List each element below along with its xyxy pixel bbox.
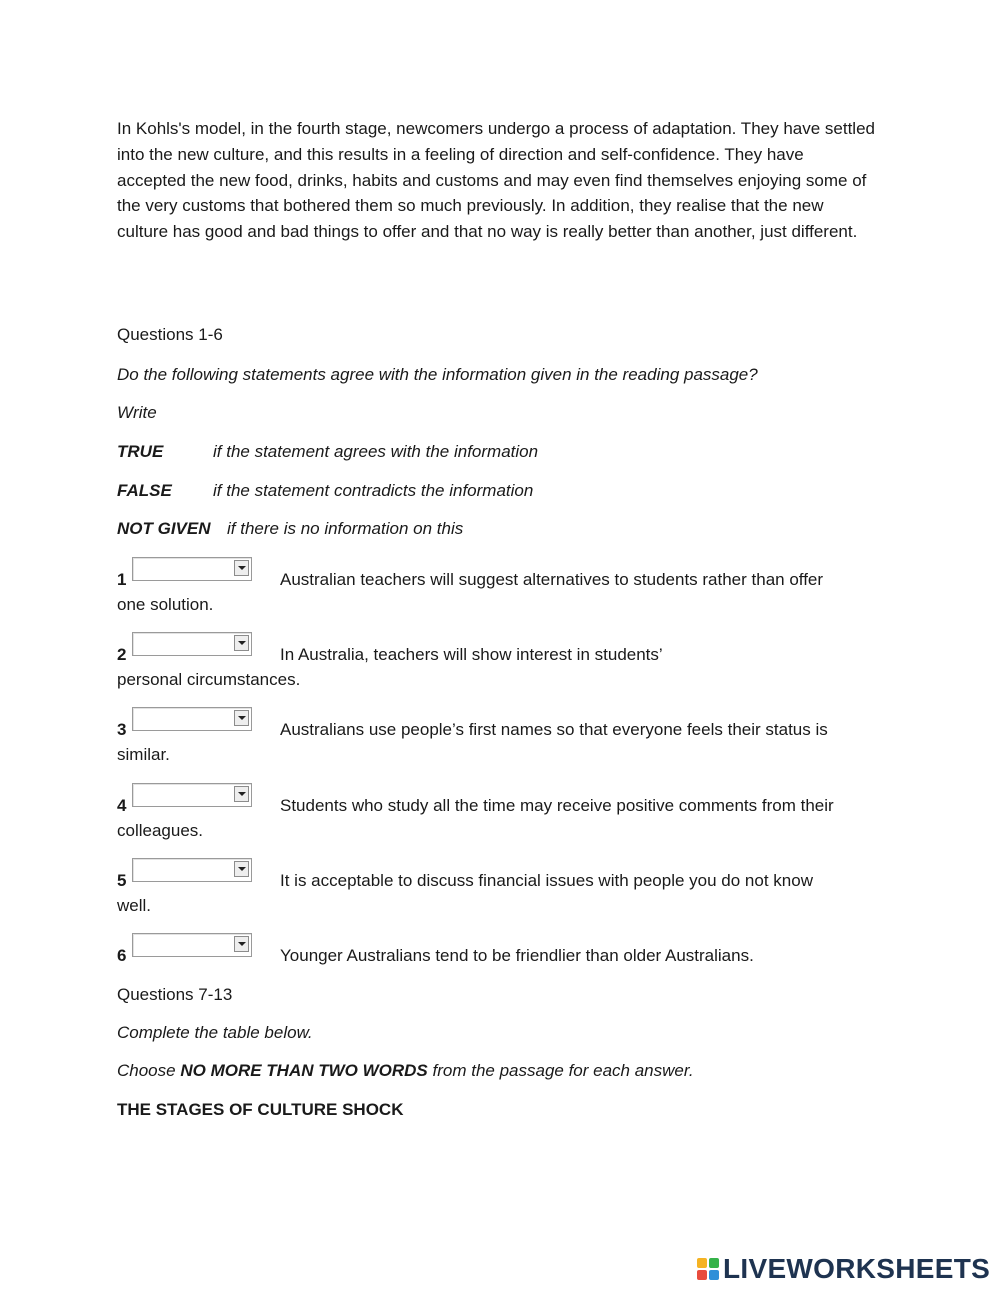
section2-instruction: Complete the table below. bbox=[117, 1023, 313, 1042]
definition-true bbox=[117, 440, 538, 464]
question-text: It is acceptable to discuss financial issues with people you do not know bbox=[280, 871, 813, 890]
dropdown-button[interactable] bbox=[234, 786, 249, 802]
question-number: 6 bbox=[117, 946, 127, 965]
question-number: 4 bbox=[117, 796, 127, 815]
liveworksheets-logo bbox=[697, 1253, 990, 1285]
section1-heading: Questions 1-6 bbox=[117, 325, 223, 344]
dropdown-button[interactable] bbox=[234, 861, 249, 877]
word-limit-instruction bbox=[117, 1059, 694, 1083]
definition-value: if the statement agrees with the information bbox=[213, 442, 539, 461]
answer-dropdown[interactable] bbox=[132, 858, 252, 882]
answer-dropdown[interactable] bbox=[132, 933, 252, 957]
definition-value: if the statement contradicts the information bbox=[213, 481, 534, 500]
answer-dropdown[interactable] bbox=[132, 632, 252, 656]
dropdown-button[interactable] bbox=[234, 710, 249, 726]
answer-dropdown[interactable] bbox=[132, 557, 252, 581]
question-number: 3 bbox=[117, 720, 127, 739]
question-text-continued: one solution. bbox=[117, 595, 214, 614]
choose-prefix: Choose bbox=[117, 1061, 176, 1080]
definition-key: NOT GIVEN bbox=[117, 519, 211, 538]
definition-false bbox=[117, 479, 533, 503]
question-number: 2 bbox=[117, 645, 127, 664]
question-text: In Australia, teachers will show interest in students’ bbox=[280, 645, 663, 664]
logo-square bbox=[697, 1258, 707, 1268]
chevron-down-icon bbox=[238, 867, 246, 871]
question-number: 1 bbox=[117, 570, 127, 589]
question-text: Younger Australians tend to be friendlier than older Australians. bbox=[280, 946, 754, 965]
chevron-down-icon bbox=[238, 641, 246, 645]
logo-square bbox=[697, 1270, 707, 1280]
word-limit: NO MORE THAN TWO WORDS bbox=[180, 1061, 428, 1080]
dropdown-button[interactable] bbox=[234, 635, 249, 651]
logo-square bbox=[709, 1258, 719, 1268]
section2-heading: Questions 7-13 bbox=[117, 985, 233, 1004]
section1-instruction: Do the following statements agree with the information given in the reading passage? bbox=[117, 365, 758, 384]
chevron-down-icon bbox=[238, 716, 246, 720]
dropdown-button[interactable] bbox=[234, 560, 249, 576]
question-text-continued: personal circumstances. bbox=[117, 670, 301, 689]
logo-text: LIVEWORKSHEETS bbox=[723, 1253, 991, 1284]
definition-value: if there is no information on this bbox=[227, 519, 464, 538]
definition-key: TRUE bbox=[117, 442, 164, 461]
chevron-down-icon bbox=[238, 942, 246, 946]
write-label: Write bbox=[117, 403, 157, 422]
chevron-down-icon bbox=[238, 792, 246, 796]
logo-mark-icon bbox=[697, 1258, 719, 1280]
answer-dropdown[interactable] bbox=[132, 707, 252, 731]
chevron-down-icon bbox=[238, 566, 246, 570]
table-title: THE STAGES OF CULTURE SHOCK bbox=[117, 1100, 404, 1119]
question-text: Australian teachers will suggest alternatives to students rather than offer bbox=[280, 570, 824, 589]
logo-square bbox=[709, 1270, 719, 1280]
definition-not-given bbox=[117, 517, 463, 541]
question-text: Australians use people’s first names so that everyone feels their status is bbox=[280, 720, 828, 739]
choose-suffix: from the passage for each answer. bbox=[432, 1061, 694, 1080]
question-number: 5 bbox=[117, 871, 127, 890]
question-text-continued: similar. bbox=[117, 745, 170, 764]
question-text-continued: well. bbox=[117, 896, 152, 915]
dropdown-button[interactable] bbox=[234, 936, 249, 952]
question-text-continued: colleagues. bbox=[117, 821, 204, 840]
definition-key: FALSE bbox=[117, 481, 172, 500]
passage-paragraph: In Kohls's model, in the fourth stage, newcomers undergo a process of adaptation. They have settled into the new culture, and this results in a feeling of direction and self-confidence. They have accepted the new food, drinks, habits and customs and may even find themselves enjoying some of the very customs that bothered them so much previously. In addition, they realise that the new culture has good and bad things to offer and that no way is really better than another, just different. bbox=[117, 119, 875, 242]
question-text: Students who study all the time may receive positive comments from their bbox=[280, 796, 834, 815]
answer-dropdown[interactable] bbox=[132, 783, 252, 807]
